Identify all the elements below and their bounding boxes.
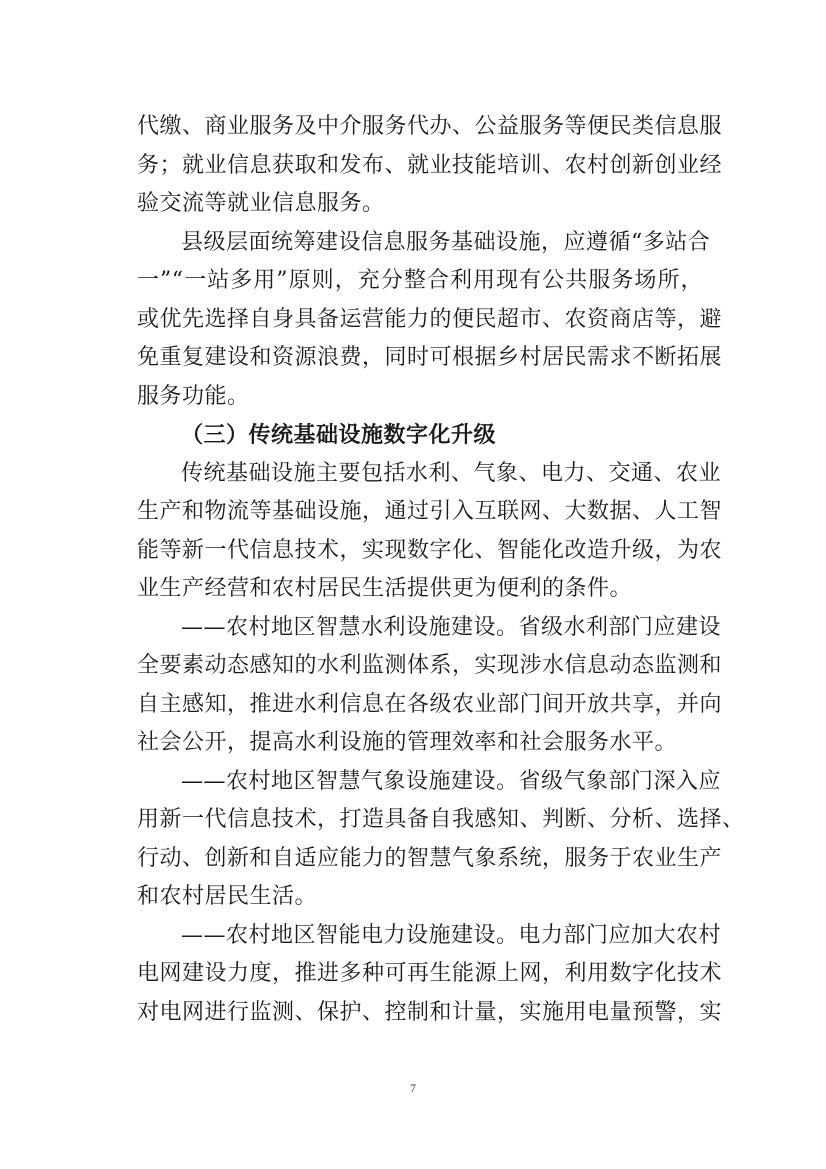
text-line: 用新一代信息技术，打造具备自我感知、判断、分析、选择、 <box>137 807 745 832</box>
paragraph-first-line: 传统基础设施主要包括水利、气象、电力、交通、农业 <box>181 460 722 486</box>
text-line: 一”“一站多用”原则，充分整合利用现有公共服务场所， <box>137 268 703 293</box>
text-line: 业生产经营和农村居民生活提供更为便利的条件。 <box>137 576 633 601</box>
text-line: 代缴、商业服务及中介服务代办、公益服务等便民类信息服 <box>137 114 723 139</box>
text-line: 对电网进行监测、保护、控制和计量，实施用电量预警，实 <box>137 999 723 1025</box>
text-line: 免重复建设和资源浪费，同时可根据乡村居民需求不断拓展 <box>137 345 723 370</box>
text-line: 和农村居民生活。 <box>137 884 318 909</box>
text-line: 全要素动态感知的水利监测体系，实现涉水信息动态监测和 <box>137 653 723 678</box>
text-line: 能等新一代信息技术，实现数字化、智能化改造升级，为农 <box>137 537 723 563</box>
text-line: 验交流等就业信息服务。 <box>137 191 385 216</box>
text-line: 行动、创新和自适应能力的智慧气象系统，服务于农业生产 <box>137 845 723 871</box>
section-heading: （三）传统基础设施数字化升级 <box>181 422 497 448</box>
page-number: 7 <box>410 1081 416 1095</box>
paragraph-first-line: 县级层面统筹建设信息服务基础设施，应遵循“多站合 <box>181 229 711 255</box>
text-line: 电网建设力度，推进多种可再生能源上网，利用数字化技术 <box>137 961 723 986</box>
paragraph-first-line: ——农村地区智慧气象设施建设。省级气象部门深入应 <box>181 768 722 794</box>
text-line: 生产和物流等基础设施，通过引入互联网、大数据、人工智 <box>137 499 723 524</box>
body-text <box>137 108 745 1032</box>
text-line: 服务功能。 <box>137 383 250 409</box>
text-line: 社会公开，提高水利设施的管理效率和社会服务水平。 <box>137 730 678 755</box>
text-line: 自主感知，推进水利信息在各级农业部门间开放共享，并向 <box>137 691 723 717</box>
text-line: 或优先选择自身具备运营能力的便民超市、农资商店等，避 <box>137 306 723 332</box>
text-line: 务；就业信息获取和发布、就业技能培训、农村创新创业经 <box>137 152 723 178</box>
paragraph-first-line: ——农村地区智能电力设施建设。电力部门应加大农村 <box>181 922 722 948</box>
paragraph-first-line: ——农村地区智慧水利设施建设。省级水利部门应建设 <box>181 614 722 640</box>
